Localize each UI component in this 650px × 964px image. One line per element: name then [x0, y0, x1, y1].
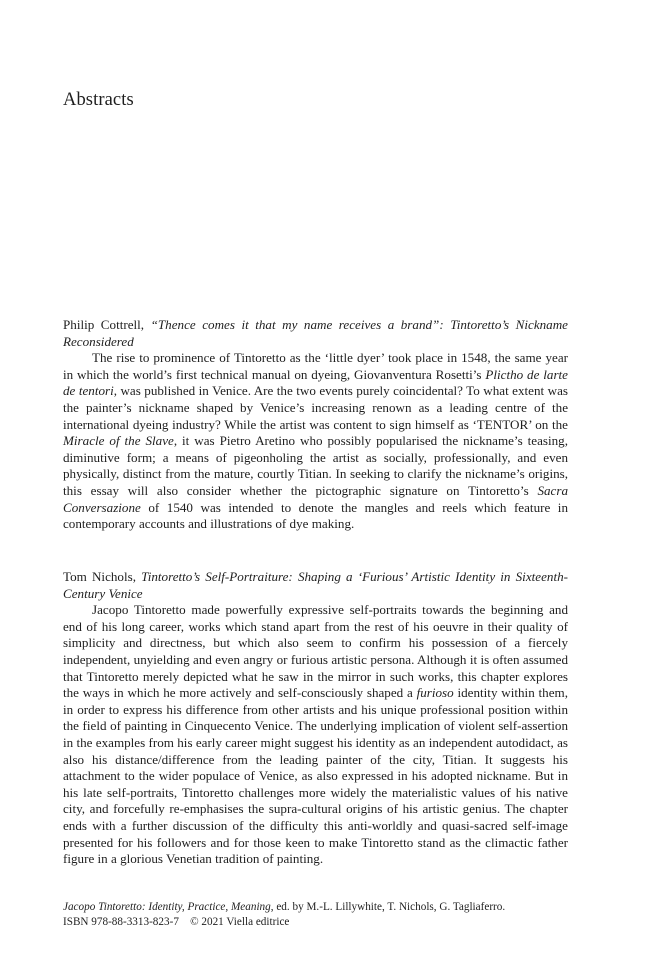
- abstract-nichols: [63, 569, 568, 868]
- abstract-heading: [63, 317, 568, 350]
- abstract-heading: [63, 569, 568, 602]
- footer-book-title: Jacopo Tintoretto: Identity, Practice, Meaning: [63, 901, 271, 913]
- abstract-cottrell: [63, 317, 568, 533]
- abstract-body: [63, 602, 568, 868]
- abstract-body-text: , was published in Venice. Are the two events purely coincidental? To what extent was the painter’s nickname shaped by Venice’s increasing renown as a leading centre of the international dyeing industry? While the artist was content to sign himself as ‘TENTOR’ on the: [63, 383, 568, 432]
- abstract-body-italic: Plictho de larte de tentori: [63, 366, 568, 399]
- page-title: Abstracts: [63, 90, 134, 110]
- abstract-body-text: The rise to prominence of Tintoretto as the ‘little dyer’ took place in 1548, the same year in which the world’s first technical manual on dyeing, Giovanventura Rosetti’s: [63, 350, 568, 382]
- abstract-body-italic: furioso: [416, 685, 454, 701]
- abstract-author: Philip Cottrell,: [63, 317, 145, 332]
- abstract-body-text: Jacopo Tintoretto made powerfully expressive self-portraits towards the beginning and end of his long career, works which stand apart from the rest of his oeuvre in their quality of simplicity and directness, but which also seem to confirm his possession of a fiercely independent, unyielding and even angry or furious artistic persona. Although it is often assumed that Tintoretto merely depicted what he saw in the mirror in such works, this chapter explores the ways in which he more actively and self-consciously shaped a: [63, 602, 568, 701]
- footer-publication: [63, 915, 568, 930]
- footer-copyright: © 2021 Viella editrice: [190, 915, 290, 928]
- footer-editors: , ed. by M.-L. Lillywhite, T. Nichols, G. Tagliaferro.: [270, 901, 506, 913]
- abstract-body-text: identity within them, in order to express his difference from other artists and his unique professional position within the field of painting in Cinquecento Venice. The underlying implication of violent self-assertion in the examples from his early career might suggest his identity as an independent autodidact, as also his distance/difference from the leading painter of the city, Titian. It suggests his attachment to the wider populace of Venice, as also expressed in his adopted nickname. But in his late self-portraits, Tintoretto challenges more widely the materialistic values of his native city, and forcefully re-emphasises the supra-cultural origins of his artistic genius. The chapter ends with a further discussion of the difficulty this anti-worldly and quasi-sacred self-image presented for his followers and for those keen to make Tintoretto stand as the climactic father figure in a glorious Venetian tradition of painting.: [63, 685, 568, 867]
- abstract-title: “Thence comes it that my name receives a brand”: Tintoretto’s Nickname Reconsidered: [63, 317, 568, 349]
- abstract-body-italic: Miracle of the Slave: [63, 433, 174, 449]
- abstract-body: [63, 350, 568, 533]
- abstract-title: Tintoretto’s Self-Portraiture: Shaping a ‘Furious’ Artistic Identity in Sixteenth-Century Venice: [63, 569, 568, 601]
- abstract-body-text: of 1540 was intended to denote the mangles and reels which feature in contemporary accounts and illustrations of dye making.: [63, 499, 568, 532]
- footer-citation: [63, 900, 568, 915]
- footer-isbn: ISBN 978-88-3313-823-7: [63, 915, 179, 928]
- page-footer: [63, 900, 568, 929]
- abstract-body-italic: Sacra Conversazione: [63, 482, 568, 515]
- abstract-body-text: , it was Pietro Aretino who possibly popularised the nickname’s teasing, diminutive form; a means of pigeonholing the artist as socially, professionally, and even physically, distinct from the mature, courtly Titian. In seeking to clarify the nickname’s origins, this essay will also consider whether the pictographic signature on Tintoretto’s: [63, 433, 569, 498]
- abstract-author: Tom Nichols,: [63, 569, 136, 584]
